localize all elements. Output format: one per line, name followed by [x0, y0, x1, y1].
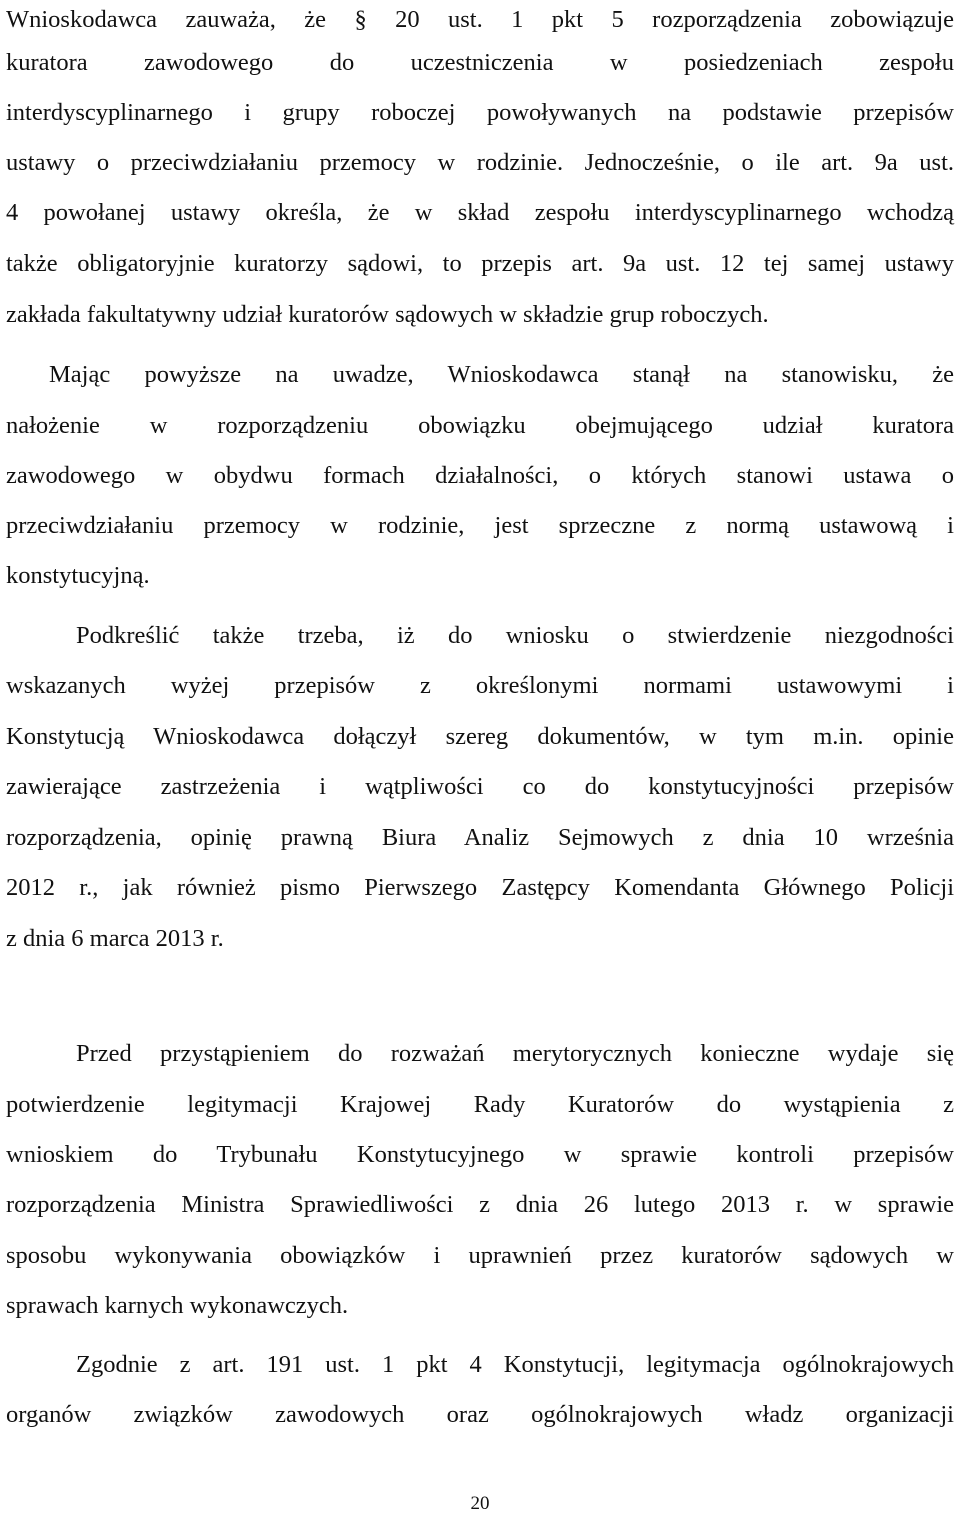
text-line: Wnioskodawca zauważa, że § 20 ust. 1 pkt 5 rozporządzenia zobowiązuje	[6, 6, 954, 33]
text-line: rozporządzenia Ministra Sprawiedliwości z dnia 26 lutego 2013 r. w sprawie	[6, 1191, 954, 1218]
text-line: Podkreślić także trzeba, iż do wniosku o stwierdzenie niezgodności	[76, 622, 954, 649]
text-line: wnioskiem do Trybunału Konstytucyjnego w sprawie kontroli przepisów	[6, 1141, 954, 1168]
text-line: kuratora zawodowego do uczestniczenia w posiedzeniach zespołu	[6, 49, 954, 76]
text-line: 4 powołanej ustawy określa, że w skład zespołu interdyscyplinarnego wchodzą	[6, 199, 954, 226]
text-line: sposobu wykonywania obowiązków i uprawnień przez kuratorów sądowych w	[6, 1242, 954, 1269]
text-line: Przed przystąpieniem do rozważań merytorycznych konieczne wydaje się	[76, 1040, 954, 1067]
text-line: ustawy o przeciwdziałaniu przemocy w rodzinie. Jednocześnie, o ile art. 9a ust.	[6, 149, 954, 176]
text-line: wskazanych wyżej przepisów z określonymi normami ustawowymi i	[6, 672, 954, 699]
text-line: organów związków zawodowych oraz ogólnokrajowych władz organizacji	[6, 1401, 954, 1428]
text-line: interdyscyplinarnego i grupy roboczej powoływanych na podstawie przepisów	[6, 99, 954, 126]
text-line: sprawach karnych wykonawczych.	[6, 1292, 349, 1319]
text-line: konstytucyjną.	[6, 562, 150, 589]
text-line: przeciwdziałaniu przemocy w rodzinie, jest sprzeczne z normą ustawową i	[6, 512, 954, 539]
page-number: 20	[470, 1493, 490, 1514]
text-line: 2012 r., jak również pismo Pierwszego Zastępcy Komendanta Głównego Policji	[6, 874, 954, 901]
text-line: rozporządzenia, opinię prawną Biura Analiz Sejmowych z dnia 10 września	[6, 824, 954, 851]
text-line: zawierające zastrzeżenia i wątpliwości co do konstytucyjności przepisów	[6, 773, 954, 800]
text-line: Zgodnie z art. 191 ust. 1 pkt 4 Konstytucji, legitymacja ogólnokrajowych	[76, 1351, 954, 1378]
text-line: zakłada fakultatywny udział kuratorów sądowych w składzie grup roboczych.	[6, 301, 769, 328]
text-line: zawodowego w obydwu formach działalności, o których stanowi ustawa o	[6, 462, 954, 489]
text-line: Konstytucją Wnioskodawca dołączył szereg dokumentów, w tym m.in. opinie	[6, 723, 954, 750]
text-line: Mając powyższe na uwadze, Wnioskodawca stanął na stanowisku, że	[49, 361, 954, 388]
text-line: z dnia 6 marca 2013 r.	[6, 925, 224, 952]
text-line: także obligatoryjnie kuratorzy sądowi, to przepis art. 9a ust. 12 tej samej ustawy	[6, 250, 954, 277]
text-line: nałożenie w rozporządzeniu obowiązku obejmującego udział kuratora	[6, 412, 954, 439]
text-line: potwierdzenie legitymacji Krajowej Rady Kuratorów do wystąpienia z	[6, 1091, 954, 1118]
